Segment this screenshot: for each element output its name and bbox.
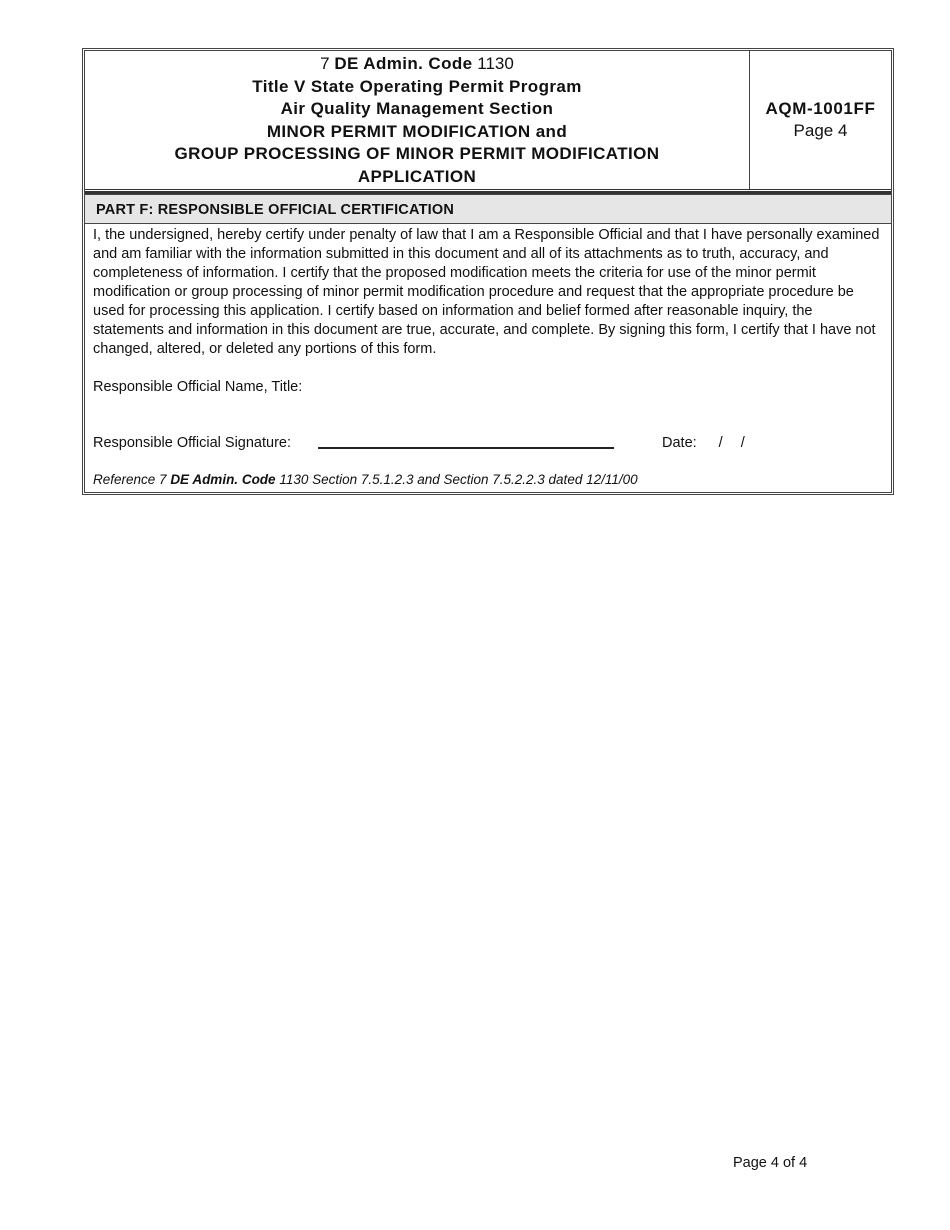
section-title: PART F: RESPONSIBLE OFFICIAL CERTIFICATION bbox=[85, 194, 891, 224]
title-line-4: GROUP PROCESSING OF MINOR PERMIT MODIFICATION bbox=[174, 144, 660, 163]
date-label: Date: bbox=[662, 435, 697, 451]
header-title-block bbox=[85, 51, 750, 189]
page-label: Page 4 bbox=[793, 121, 848, 140]
date-field[interactable]: / / bbox=[718, 435, 745, 451]
title-line-2: Air Quality Management Section bbox=[280, 99, 554, 118]
header-id-block bbox=[750, 51, 891, 189]
title-line-5: APPLICATION bbox=[357, 166, 477, 186]
title-line-3: MINOR PERMIT MODIFICATION and bbox=[266, 121, 568, 141]
section-body bbox=[85, 224, 891, 492]
form-header bbox=[85, 51, 891, 190]
code-name: DE Admin. Code bbox=[334, 54, 473, 73]
title-line-1: Title V State Operating Permit Program bbox=[252, 76, 582, 96]
reference-code: DE Admin. Code bbox=[170, 472, 276, 487]
certification-text: I, the undersigned, hereby certify under penalty of law that I am a Responsible Official and that I have personally examined and am familiar with the information submitted in this document and all of its attachments as to truth, accuracy, and completeness of information. I certify that the proposed modification meets the criteria for use of the minor permit modification or group processing of minor permit modification procedure and request that the appropriate procedure be used for processing this application. I certify based on information and belief formed after reasonable inquiry, the statements and information in this document are true, accurate, and complete. By signing this form, I certify that I have not changed, altered, or deleted any portions of this form. bbox=[93, 227, 880, 357]
signature-row bbox=[93, 434, 885, 453]
permit-form bbox=[82, 48, 894, 495]
signature-line[interactable] bbox=[318, 435, 614, 449]
code-prefix: 7 bbox=[320, 54, 330, 73]
code-number: 1130 bbox=[477, 54, 514, 73]
signature-label: Responsible Official Signature: bbox=[93, 435, 292, 451]
form-inner bbox=[84, 50, 892, 493]
page-footer: Page 4 of 4 bbox=[733, 1155, 808, 1171]
reference-line bbox=[93, 470, 885, 489]
reference-suffix: 1130 Section 7.5.1.2.3 and Section 7.5.2.2.3 dated 12/11/00 bbox=[279, 472, 638, 487]
reference-prefix: Reference 7 bbox=[93, 472, 167, 487]
name-title-label: Responsible Official Name, Title: bbox=[93, 379, 303, 395]
admin-code-line bbox=[85, 53, 749, 76]
form-number: AQM-1001FF bbox=[765, 98, 876, 118]
